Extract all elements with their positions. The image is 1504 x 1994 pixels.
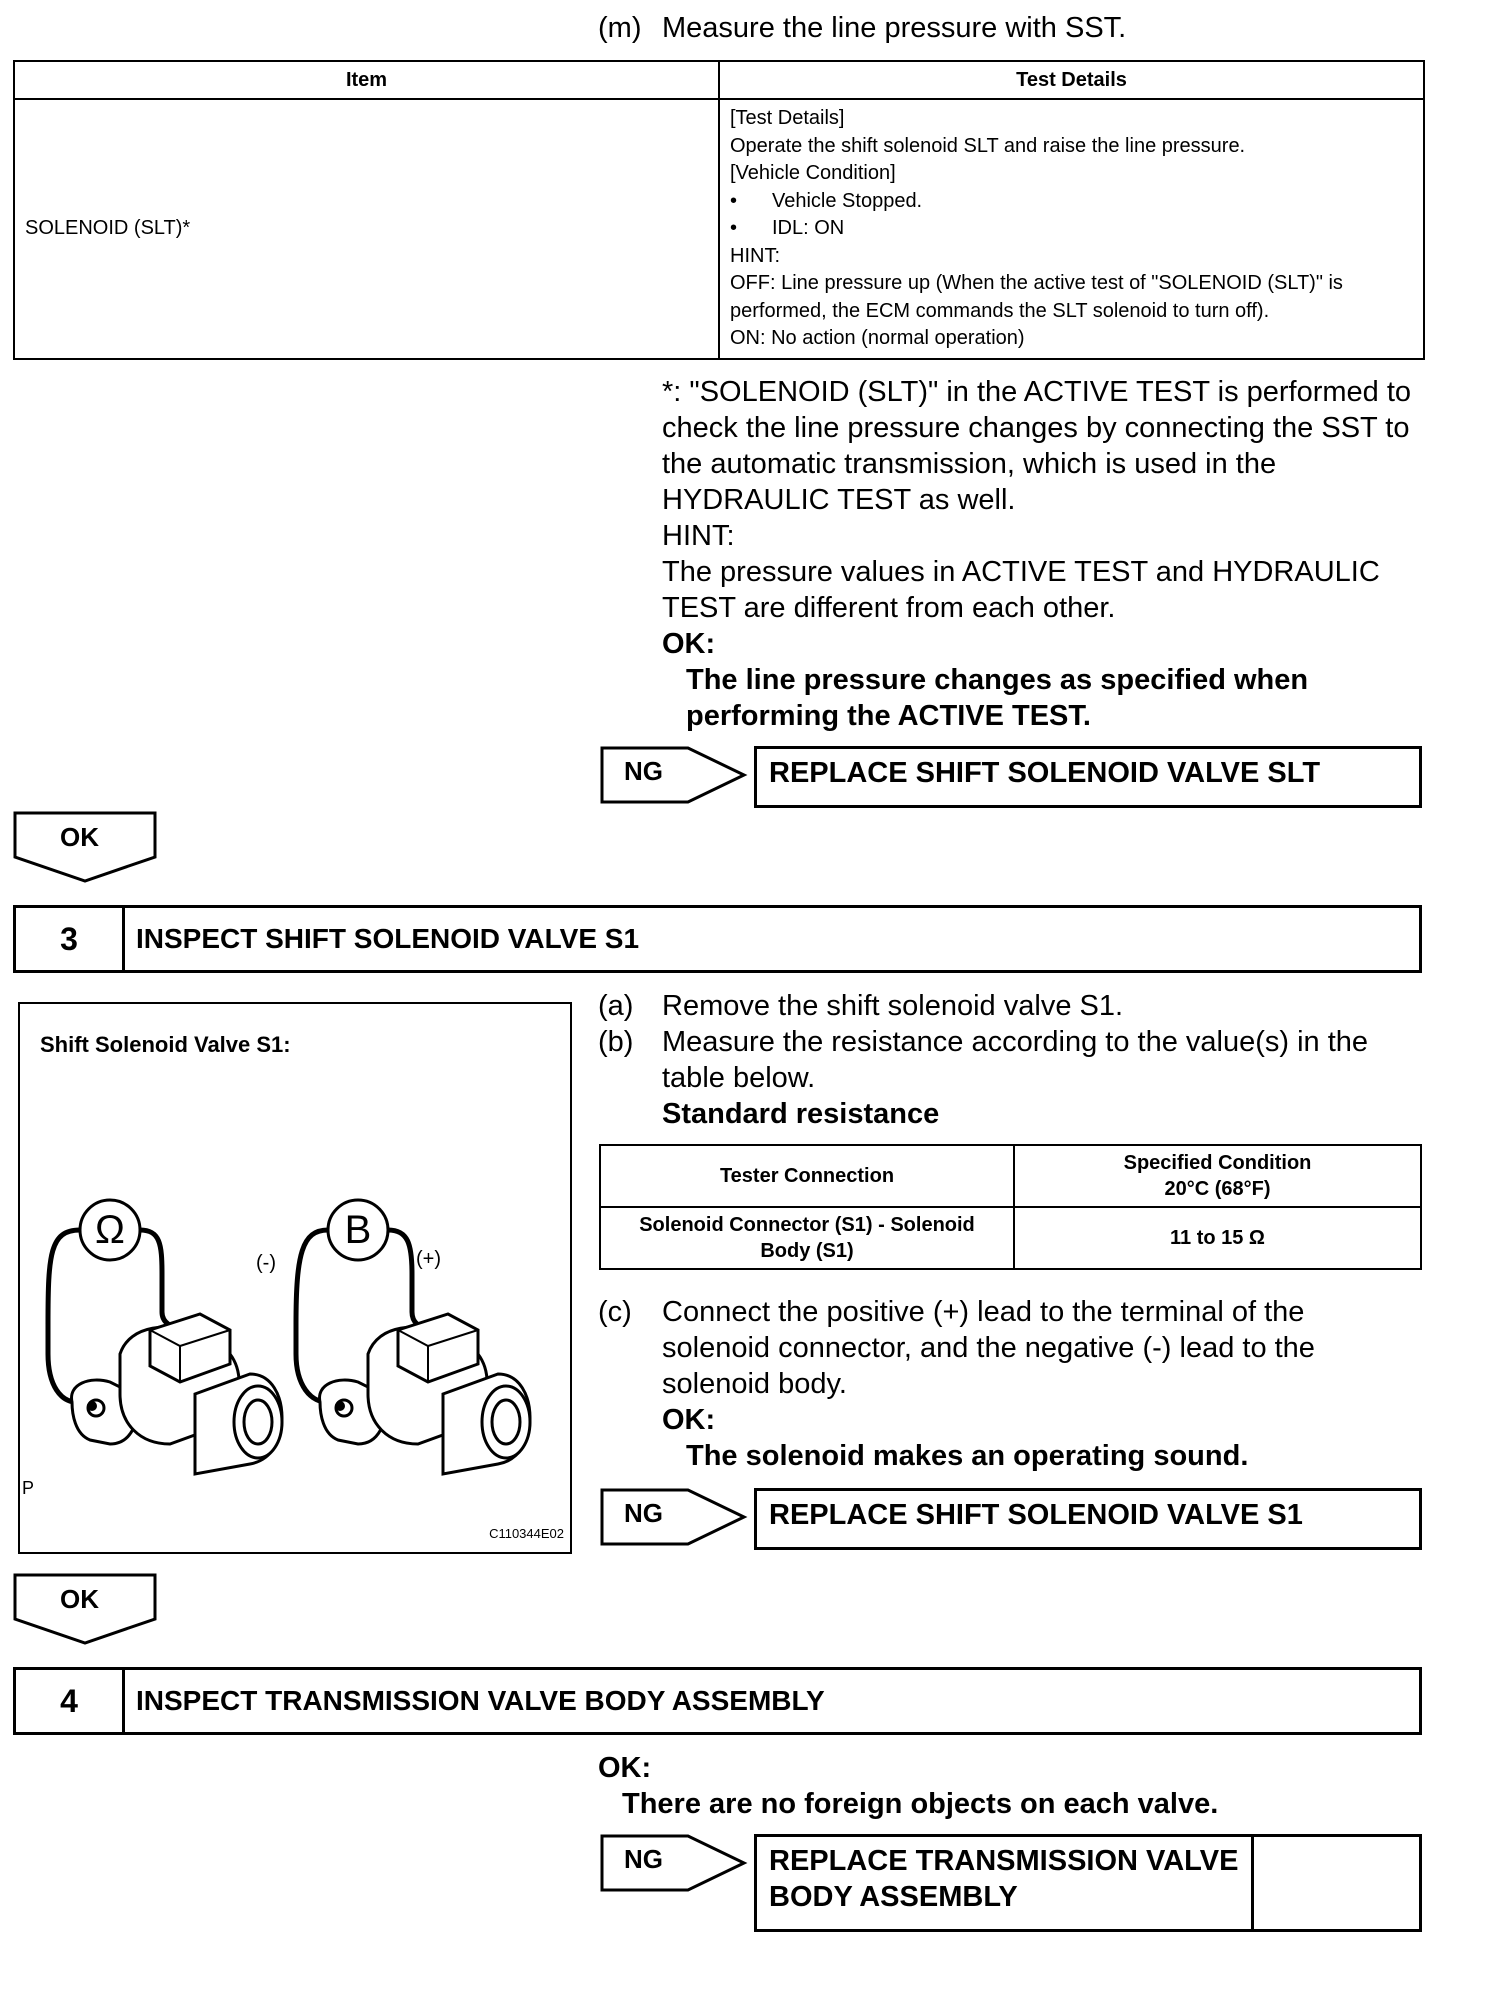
ok-label: OK [60, 1584, 99, 1614]
plus-label: (+) [416, 1248, 441, 1270]
step-a-label: (a) [598, 990, 634, 1022]
details-line: [Vehicle Condition] [730, 162, 896, 184]
step-b-label: (b) [598, 1026, 634, 1058]
table-cell-details [719, 99, 1424, 359]
ng-label: NG [624, 1844, 663, 1874]
ng-arrow-icon [600, 746, 750, 804]
solenoid-figure [18, 1002, 572, 1554]
step-number: 3 [16, 908, 125, 970]
table-cell-connection: Solenoid Connector (S1) - Solenoid Body (S1) [600, 1207, 1014, 1269]
table-header-details: Test Details [719, 61, 1424, 99]
ng-arrow-icon [600, 1834, 750, 1892]
footnote-text: *: "SOLENOID (SLT)" in the ACTIVE TEST is performed to check the line pressure changes by connecting the SST to the automatic transmission, which is used in the HYDRAULIC TEST as well. [662, 376, 1412, 516]
solenoid-right [320, 1314, 530, 1474]
details-line: Operate the shift solenoid SLT and raise the line pressure. [730, 134, 1246, 157]
ok-criteria-text: The line pressure changes as specified when performing the ACTIVE TEST. [686, 664, 1309, 732]
active-test-table [13, 60, 1425, 360]
ng-arrow-icon [600, 1488, 750, 1546]
step-m-label: (m) [598, 12, 642, 44]
details-bullet: • IDL: ON [730, 217, 845, 239]
details-line: OFF: Line pressure up (When the active test of "SOLENOID (SLT)" is performed, the ECM commands the SLT solenoid to turn off). [730, 272, 1343, 322]
minus-label: (-) [256, 1252, 276, 1274]
details-line: [Test Details] [730, 107, 845, 129]
ok-label: OK: [598, 1752, 652, 1784]
ok-label: OK: [662, 628, 716, 660]
details-bullet: • Vehicle Stopped. [730, 189, 923, 212]
standard-resistance-label: Standard resistance [662, 1098, 940, 1130]
ok-criteria-text: There are no foreign objects on each valve. [622, 1788, 1219, 1820]
solenoid-illustration [20, 1004, 570, 1552]
figure-code: C110344E02 [489, 1526, 564, 1541]
figure-title: Shift Solenoid Valve S1: [40, 1032, 291, 1057]
table-cell-item: SOLENOID (SLT)* [14, 99, 719, 359]
hint-label: HINT: [662, 520, 735, 552]
solenoid-left [72, 1314, 282, 1474]
step-number: 4 [16, 1670, 125, 1732]
step-4-header [13, 1667, 1422, 1735]
ng-result-box: REPLACE SHIFT SOLENOID VALVE SLT [754, 746, 1422, 808]
details-line: ON: No action (normal operation) [730, 327, 1025, 349]
table-header-tester: Tester Connection [600, 1145, 1014, 1207]
ok-label: OK [60, 822, 99, 852]
step-title: INSPECT SHIFT SOLENOID VALVE S1 [136, 923, 640, 954]
ng-label: NG [624, 1498, 663, 1528]
ng-result-box: REPLACE SHIFT SOLENOID VALVE S1 [754, 1488, 1422, 1550]
resistance-table [599, 1144, 1422, 1270]
table-header-condition: Specified Condition 20°C (68°F) [1014, 1145, 1421, 1207]
details-line: HINT: [730, 244, 780, 267]
ng-label: NG [624, 756, 663, 786]
step-title: INSPECT TRANSMISSION VALVE BODY ASSEMBLY [136, 1685, 825, 1716]
step-c-text: Connect the positive (+) lead to the terminal of the solenoid connector, and the negative (-) lead to the solenoid body. [662, 1296, 1315, 1400]
table-cell-condition: 11 to 15 Ω [1014, 1207, 1421, 1269]
battery-b-icon: B [344, 1208, 372, 1252]
ok-criteria-text: The solenoid makes an operating sound. [686, 1440, 1249, 1472]
step-c-label: (c) [598, 1296, 632, 1328]
table-header-item: Item [14, 61, 719, 99]
ng-result-box: REPLACE TRANSMISSION VALVE BODY ASSEMBLY [754, 1834, 1254, 1932]
hint-text: The pressure values in ACTIVE TEST and HYDRAULIC TEST are different from each other. [662, 556, 1380, 624]
ok-label: OK: [662, 1404, 716, 1436]
step-a-text: Remove the shift solenoid valve S1. [662, 990, 1124, 1022]
ohm-icon: Ω [95, 1208, 125, 1252]
step-3-header [13, 905, 1422, 973]
figure-p-mark: P [22, 1478, 35, 1498]
ng-result-border [754, 1834, 1422, 1932]
step-m-text: Measure the line pressure with SST. [662, 12, 1127, 44]
step-b-text: Measure the resistance according to the value(s) in the table below. [662, 1026, 1369, 1094]
